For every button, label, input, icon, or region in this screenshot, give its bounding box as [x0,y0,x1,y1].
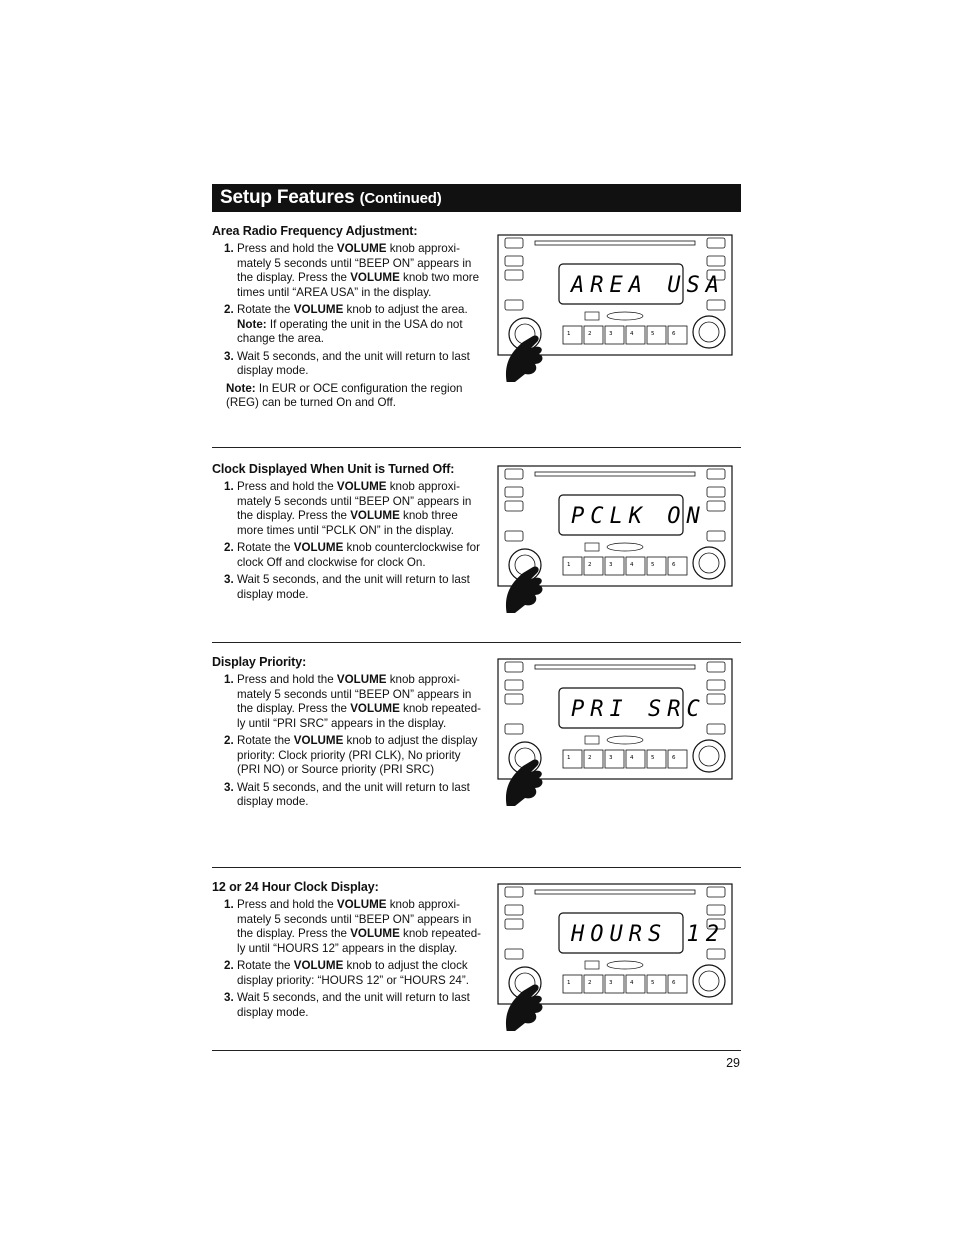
radio-illustration-pri-src [497,658,733,806]
preset-button[interactable] [563,557,582,575]
note: Note: In EUR or OCE configuration the region (REG) can be turned On and Off. [226,381,463,409]
right-control-button[interactable] [707,238,725,248]
preset-button[interactable] [647,326,666,344]
right-control-button[interactable] [707,662,725,672]
preset-button[interactable] [605,750,624,768]
step: 2. Rotate the VOLUME knob to adjust the clock display priority: “HOURS 12” or “HOURS 24”. [224,959,469,987]
preset-label: 6 [672,980,676,986]
tune-knob[interactable] [693,965,725,997]
left-control-button[interactable] [505,300,523,310]
page-subtitle: (Continued) [359,190,442,207]
section-clock-displayed [212,462,482,605]
preset-label: 3 [609,562,613,568]
left-control-button[interactable] [505,887,523,897]
right-control-button[interactable] [707,949,725,959]
left-control-button[interactable] [505,487,523,497]
preset-label: 2 [588,755,592,761]
preset-label: 5 [651,562,655,568]
right-control-button[interactable] [707,724,725,734]
tune-knob[interactable] [693,740,725,772]
left-control-button[interactable] [505,256,523,266]
preset-label: 1 [567,755,571,761]
right-control-button[interactable] [707,501,725,511]
section-heading: Area Radio Frequency Adjustment: [212,224,418,238]
right-control-button[interactable] [707,887,725,897]
radio-illustration-hours-12 [497,883,733,1031]
preset-label: 5 [651,755,655,761]
right-control-button[interactable] [707,531,725,541]
right-control-button[interactable] [707,694,725,704]
right-control-button[interactable] [707,300,725,310]
right-control-button[interactable] [707,680,725,690]
preset-button[interactable] [563,326,582,344]
preset-button[interactable] [626,326,645,344]
preset-button[interactable] [584,750,603,768]
preset-label: 3 [609,980,613,986]
section-hour-clock [212,880,482,1023]
right-control-button[interactable] [707,469,725,479]
right-control-button[interactable] [707,256,725,266]
left-control-button[interactable] [505,238,523,248]
section-heading: Display Priority: [212,655,307,669]
preset-button[interactable] [626,557,645,575]
divider [212,642,741,643]
left-control-button[interactable] [505,270,523,280]
preset-button[interactable] [668,750,687,768]
preset-button[interactable] [647,750,666,768]
preset-button[interactable] [668,326,687,344]
step: 1. Press and hold the VOLUME knob approxi-mately 5 seconds until “BEEP ON” appears in the display. Press the VOLUME knob repeated-ly until “HOURS 12” appears in the display. [224,898,482,955]
preset-label: 5 [651,980,655,986]
preset-button[interactable] [563,750,582,768]
preset-label: 4 [630,755,634,761]
left-control-button[interactable] [505,501,523,511]
preset-label: 1 [567,562,571,568]
left-control-button[interactable] [505,680,523,690]
preset-button[interactable] [626,750,645,768]
step: 2. Rotate the VOLUME knob to adjust the area. Note: If operating the unit in the USA do not change the area. [224,303,468,345]
right-control-button[interactable] [707,487,725,497]
preset-button[interactable] [605,326,624,344]
preset-label: 5 [651,331,655,337]
preset-button[interactable] [668,975,687,993]
preset-button[interactable] [647,975,666,993]
section-area-radio [212,224,482,411]
radio-display-text: AREA USA [571,273,725,298]
preset-button[interactable] [647,557,666,575]
preset-button[interactable] [584,326,603,344]
left-control-button[interactable] [505,905,523,915]
right-control-button[interactable] [707,905,725,915]
preset-label: 2 [588,980,592,986]
step: 2. Rotate the VOLUME knob to adjust the display priority: Clock priority (PRI CLK), No priority (PRI NO) or Source priority (PRI SRC) [224,734,478,776]
preset-button[interactable] [563,975,582,993]
radio-illustration-area-usa [497,234,733,382]
left-control-button[interactable] [505,531,523,541]
step: 1. Press and hold the VOLUME knob approxi-mately 5 seconds until “BEEP ON” appears in the display. Press the VOLUME knob three more times until “PCLK ON” in the display. [224,480,472,537]
preset-label: 6 [672,562,676,568]
preset-label: 3 [609,331,613,337]
section-banner [212,184,741,212]
section-heading: Clock Displayed When Unit is Turned Off: [212,462,455,476]
preset-label: 1 [567,980,571,986]
preset-button[interactable] [626,975,645,993]
left-control-button[interactable] [505,919,523,929]
tune-knob[interactable] [693,316,725,348]
preset-button[interactable] [605,557,624,575]
preset-label: 4 [630,331,634,337]
section-display-priority [212,655,482,813]
step: 3. Wait 5 seconds, and the unit will return to last display mode. [224,349,470,377]
section-heading: 12 or 24 Hour Clock Display: [212,880,379,894]
left-control-button[interactable] [505,662,523,672]
left-control-button[interactable] [505,469,523,479]
divider [212,867,741,868]
left-control-button[interactable] [505,694,523,704]
tune-knob[interactable] [693,547,725,579]
preset-label: 1 [567,331,571,337]
radio-illustration-pclk-on [497,465,733,613]
step: 2. Rotate the VOLUME knob counterclockwise for clock Off and clockwise for clock On. [224,541,480,569]
preset-button[interactable] [584,975,603,993]
left-control-button[interactable] [505,949,523,959]
preset-label: 2 [588,562,592,568]
preset-button[interactable] [668,557,687,575]
page-number: 29 [726,1056,740,1070]
divider [212,447,741,448]
step: 3. Wait 5 seconds, and the unit will return to last display mode. [224,573,470,601]
preset-label: 4 [630,980,634,986]
preset-button[interactable] [605,975,624,993]
step: 1. Press and hold the VOLUME knob approxi-mately 5 seconds until “BEEP ON” appears in the display. Press the VOLUME knob repeated-ly until “PRI SRC” appears in the display. [224,673,482,730]
preset-label: 2 [588,331,592,337]
step: 3. Wait 5 seconds, and the unit will return to last display mode. [224,991,470,1019]
preset-label: 6 [672,755,676,761]
step: 1. Press and hold the VOLUME knob approxi-mately 5 seconds until “BEEP ON” appears in the display. Press the VOLUME knob two more times until “AREA USA” in the display. [224,242,480,299]
preset-button[interactable] [584,557,603,575]
preset-label: 4 [630,562,634,568]
step: 3. Wait 5 seconds, and the unit will return to last display mode. [224,780,470,808]
divider [212,1050,741,1051]
page-title: Setup Features (Continued) [220,187,442,208]
radio-display-text: PCLK ON [571,504,706,529]
radio-display-text: HOURS 12 [571,922,725,947]
preset-label: 6 [672,331,676,337]
left-control-button[interactable] [505,724,523,734]
radio-display-text: PRI SRC [571,697,706,722]
preset-label: 3 [609,755,613,761]
